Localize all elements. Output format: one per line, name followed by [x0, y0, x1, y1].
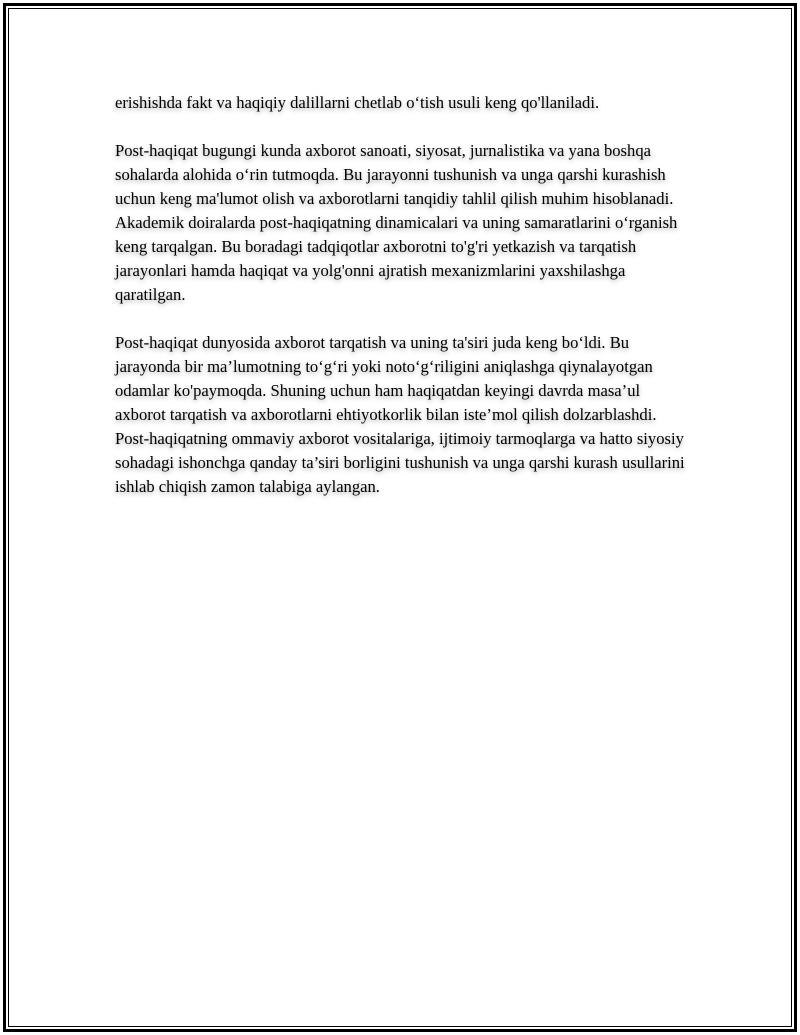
paragraph-3: Post-haqiqat dunyosida axborot tarqatish va uning ta'siri juda keng bo‘ldi. Bu jarayonda bir ma’lumotning to‘g‘ri yoki noto‘g‘riligini aniqlashga qiynalayotgan odamlar ko'paymoqda. Shuning uchun ham haqiqatdan keyingi davrda masa’ul axborot tarqatish va axborotlarni ehtiyotkorlik bilan iste’mol qilish dolzarblashdi. Post-haqiqatning ommaviy axborot vositalariga, ijtimoiy tarmoqlarga va hatto siyosiy sohadagi ishonchga qanday ta’siri borligini tushunish va unga qarshi kurash usullarini ishlab chiqish zamon talabiga aylangan.	[115, 333, 685, 496]
paragraph-1: erishishda fakt va haqiqiy dalillarni chetlab o‘tish usuli keng qo'llaniladi.	[115, 93, 600, 112]
document-body	[115, 91, 690, 523]
paragraph-2: Post-haqiqat bugungi kunda axborot sanoati, siyosat, jurnalistika va yana boshqa sohalarda alohida o‘rin tutmoqda. Bu jarayonni tushunish va unga qarshi kurashish uchun keng ma'lumot olish va axborotlarni tanqidiy tahlil qilish muhim hisoblanadi. Akademik doiralarda post-haqiqatning dinamicalari va uning samaratlarini o‘rganish keng tarqalgan. Bu boradagi tadqiqotlar axborotni to'g'ri yetkazish va tarqatish jarayonlari hamda haqiqat va yolg'onni ajratish mexanizmlarini yaxshilashga qaratilgan.	[115, 141, 678, 304]
